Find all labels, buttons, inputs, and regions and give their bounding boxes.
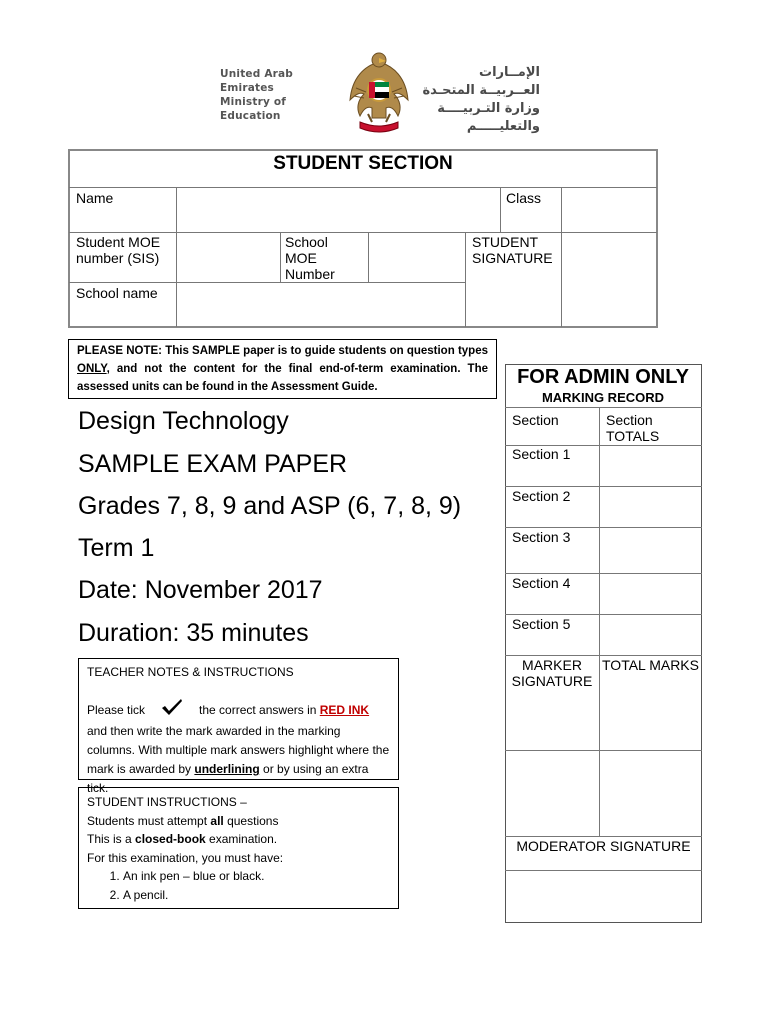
school-name-label: School name — [76, 285, 158, 301]
divider — [505, 614, 702, 615]
divider — [368, 232, 369, 282]
ministry-name-arabic — [415, 64, 540, 136]
school-moe-label: School MOE Number — [285, 234, 335, 282]
student-instructions-title: STUDENT INSTRUCTIONS – — [87, 795, 247, 809]
si-line-1 — [87, 812, 390, 831]
school-moe-field[interactable] — [370, 234, 464, 281]
divider — [505, 655, 702, 656]
list-item: 2. A pencil. — [123, 886, 390, 905]
si-line2-b: closed-book — [135, 832, 206, 846]
tn-text-4: or by using an extra tick. — [87, 762, 369, 795]
divider — [176, 187, 177, 327]
moderator-signature-label: MODERATOR SIGNATURE — [516, 838, 691, 854]
section-4-total-field[interactable] — [601, 575, 700, 613]
section-3-total-field[interactable] — [601, 529, 700, 572]
divider — [280, 232, 281, 282]
arabic-line-1: الإمــارات العــربيــة المتحـدة — [422, 65, 540, 98]
note-prefix: PLEASE NOTE: This SAMPLE paper is to guide students on question types — [77, 345, 488, 357]
list-item: 1. An ink pen – blue or black. — [123, 867, 390, 886]
divider — [69, 187, 657, 188]
divider — [505, 407, 702, 408]
divider — [505, 527, 702, 528]
student-instructions-box — [78, 787, 399, 909]
moderator-signature-field[interactable] — [507, 872, 700, 921]
total-marks-field[interactable] — [601, 752, 700, 835]
section-5-total-field[interactable] — [601, 616, 700, 654]
section-5-label: Section 5 — [512, 616, 571, 632]
tn-text-2: the correct answers in — [199, 703, 320, 717]
class-label: Class — [506, 190, 542, 206]
school-name-field[interactable] — [178, 284, 464, 326]
divider — [465, 232, 466, 327]
student-section-title: STUDENT SECTION — [273, 153, 453, 174]
col-totals-header: Section TOTALS — [606, 412, 660, 444]
divider — [505, 870, 702, 871]
divider — [505, 836, 702, 837]
divider — [599, 407, 600, 836]
english-line-2: Ministry of Education — [220, 96, 287, 122]
marker-signature-field[interactable] — [507, 752, 598, 835]
total-marks-label: TOTAL MARKS — [602, 657, 699, 673]
teacher-notes-box — [78, 658, 399, 795]
student-moe-field[interactable] — [178, 234, 279, 281]
exam-subject: Design Technology — [78, 407, 289, 435]
teacher-notes-text — [87, 698, 390, 798]
name-field[interactable] — [178, 189, 499, 231]
english-line-1: United Arab Emirates — [220, 68, 294, 94]
exam-grades: Grades 7, 8, 9 and ASP (6, 7, 8, 9) — [78, 492, 462, 520]
class-field[interactable] — [563, 189, 656, 231]
arabic-line-2: وزارة التـربيــــة والتعليـــــم — [437, 101, 540, 134]
student-signature-label: STUDENT SIGNATURE — [472, 234, 553, 266]
admin-title: FOR ADMIN ONLY — [517, 366, 689, 388]
student-signature-field[interactable] — [563, 234, 656, 326]
tn-text-3: and then write the mark awarded in the marking columns. With multiple mark answers highlight where the mark is awarded by — [87, 724, 390, 776]
tn-underlining: underlining — [194, 762, 260, 776]
si-line-3: For this examination, you must have: — [87, 850, 284, 865]
si-line1-b: all — [210, 813, 224, 828]
si-line1-a: Students must attempt — [87, 813, 211, 828]
si-line1-c: questions — [223, 813, 279, 828]
divider — [69, 282, 465, 283]
divider — [561, 187, 562, 327]
student-moe-label: Student MOE number (SIS) — [76, 234, 161, 266]
divider — [500, 187, 501, 232]
marker-signature-label: MARKER SIGNATURE — [511, 657, 593, 689]
marking-record-title: MARKING RECORD — [541, 390, 665, 405]
exam-date: Date: November 2017 — [78, 576, 323, 604]
divider — [69, 232, 657, 233]
si-list — [87, 867, 390, 904]
si-line-2 — [87, 830, 390, 849]
si-line2-c: examination. — [205, 832, 278, 846]
exam-paper-title: SAMPLE EXAM PAPER — [78, 450, 348, 478]
please-note-box — [68, 339, 497, 399]
section-1-label: Section 1 — [512, 446, 571, 462]
section-3-label: Section 3 — [512, 529, 571, 545]
check-icon — [145, 698, 199, 722]
section-2-label: Section 2 — [512, 488, 571, 504]
name-label: Name — [76, 190, 114, 206]
section-4-label: Section 4 — [512, 575, 571, 591]
tn-red-ink: RED INK — [319, 703, 370, 717]
section-2-total-field[interactable] — [601, 488, 700, 526]
si-line2-a: This is a — [87, 832, 136, 846]
divider — [505, 573, 702, 574]
section-1-total-field[interactable] — [601, 447, 700, 485]
exam-term: Term 1 — [78, 534, 155, 562]
uae-emblem-icon — [346, 48, 412, 134]
note-only: ONLY — [77, 363, 107, 375]
teacher-notes-title: TEACHER NOTES & INSTRUCTIONS — [87, 665, 294, 679]
note-suffix: , and not the content for the final end-of-term examination. The assessed units can be found in the Assessment Guide. — [77, 363, 488, 393]
col-section-header: Section — [512, 412, 559, 428]
letterhead — [0, 0, 770, 140]
ministry-name-english — [220, 67, 345, 123]
divider — [505, 750, 702, 751]
tn-text-1: Please tick — [87, 703, 146, 717]
exam-duration: Duration: 35 minutes — [78, 619, 309, 647]
divider — [505, 486, 702, 487]
